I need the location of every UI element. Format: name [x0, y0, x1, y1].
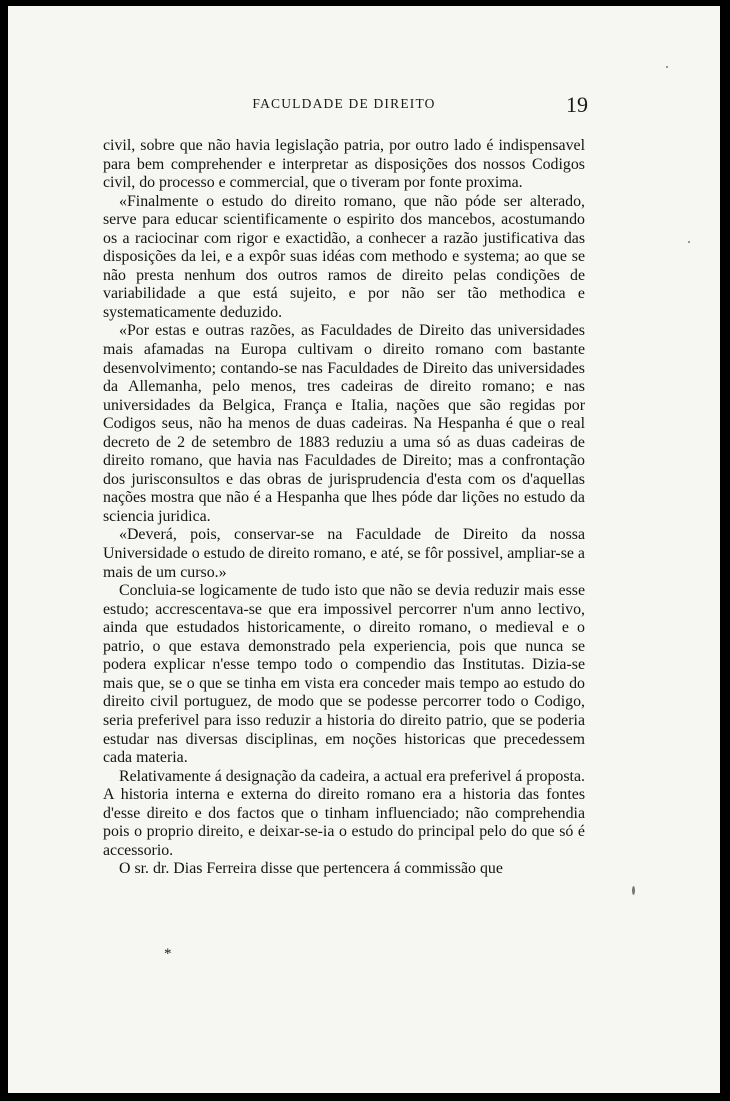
paragraph-2: «Finalmente o estudo do direito romano, que não póde ser alterado, serve para educar scientificamente o espirito dos mancebos, acostumando os a raciocinar com rigor e exactidão, a conhecer a razão justificativa das disposições da lei, e a expôr suas idéas com methodo e systema; ao que se não presta nenhum dos outros ramos de direito pelas condições de variabilidade a que está sujeito, e por não ser tão methodica e systematicamente deduzido.: [103, 192, 585, 321]
body-text: [103, 137, 585, 879]
running-title: FACULDADE DE DIREITO: [252, 96, 436, 111]
paragraph-7: O sr. dr. Dias Ferreira disse que pertencera á commissão que: [119, 860, 503, 878]
signature-mark: *: [164, 946, 172, 962]
paragraph-1: civil, sobre que não havia legislação patria, por outro lado é indispensavel para bem comprehender e interpretar as disposições dos nossos Codigos civil, do processo e commercial, que o tiveram por fonte proxima.: [103, 137, 585, 192]
paragraph-5: Concluia-se logicamente de tudo isto que não se devia reduzir mais esse estudo; accrescentava-se que era impossivel percorrer n'um anno lectivo, ainda que estudados historicamente, o direito romano, o medieval e o patrio, o que estava demonstrado pela experiencia, pois que nunca se podera explicar n'esse tempo todo o compendio das Institutas. Dizia-se mais que, se o que se tinha em vista era conceder mais tempo ao estudo do direito civil portuguez, de modo que se podesse percorrer todo o Codigo, seria preferivel para isso reduzir a historia do direito patrio, que se poderia estudar nas diversas disciplinas, em noções historicas que precedessem cada materia.: [103, 582, 585, 767]
running-head: [100, 94, 588, 118]
paragraph-6: Relativamente á designação da cadeira, a actual era preferivel á proposta. A historia interna e externa do direito romano era a historia das fontes d'esse direito e dos factos que o tinham influenciado; não comprehendia pois o proprio direito, e deixar-se-ia o estudo do principal pelo do que só é accessorio.: [103, 767, 585, 859]
book-page: [8, 6, 720, 1093]
paper-speck: [688, 241, 690, 243]
paper-speck: [666, 66, 668, 68]
paragraph-3: «Por estas e outras razões, as Faculdades de Direito das universidades mais afamadas na Europa cultivam o direito romano com bastante desenvolvimento; contando-se nas Faculdades de Direito das universidades da Allemanha, pelo menos, tres cadeiras de direito romano; e nas universidades da Belgica, França e Italia, nações que são regidas por Codigos seus, não ha menos de duas cadeiras. Na Hespanha é que o real decreto de 2 de setembro de 1883 reduziu a uma só as duas cadeiras de direito romano, que havia nas Faculdades de Direito; mas a confrontação dos jurisconsultos e das obras de jurisprudencia d'esta com os d'aquellas nações mostra que não é a Hespanha que lhes póde dar lições no estudo da sciencia juridica.: [103, 322, 585, 525]
paper-speck: [632, 886, 635, 895]
paragraph-4: «Deverá, pois, conservar-se na Faculdade de Direito da nossa Universidade o estudo de direito romano, e até, se fôr possivel, ampliar-se a mais de um curso.»: [103, 526, 585, 581]
page-number: 19: [566, 92, 588, 117]
